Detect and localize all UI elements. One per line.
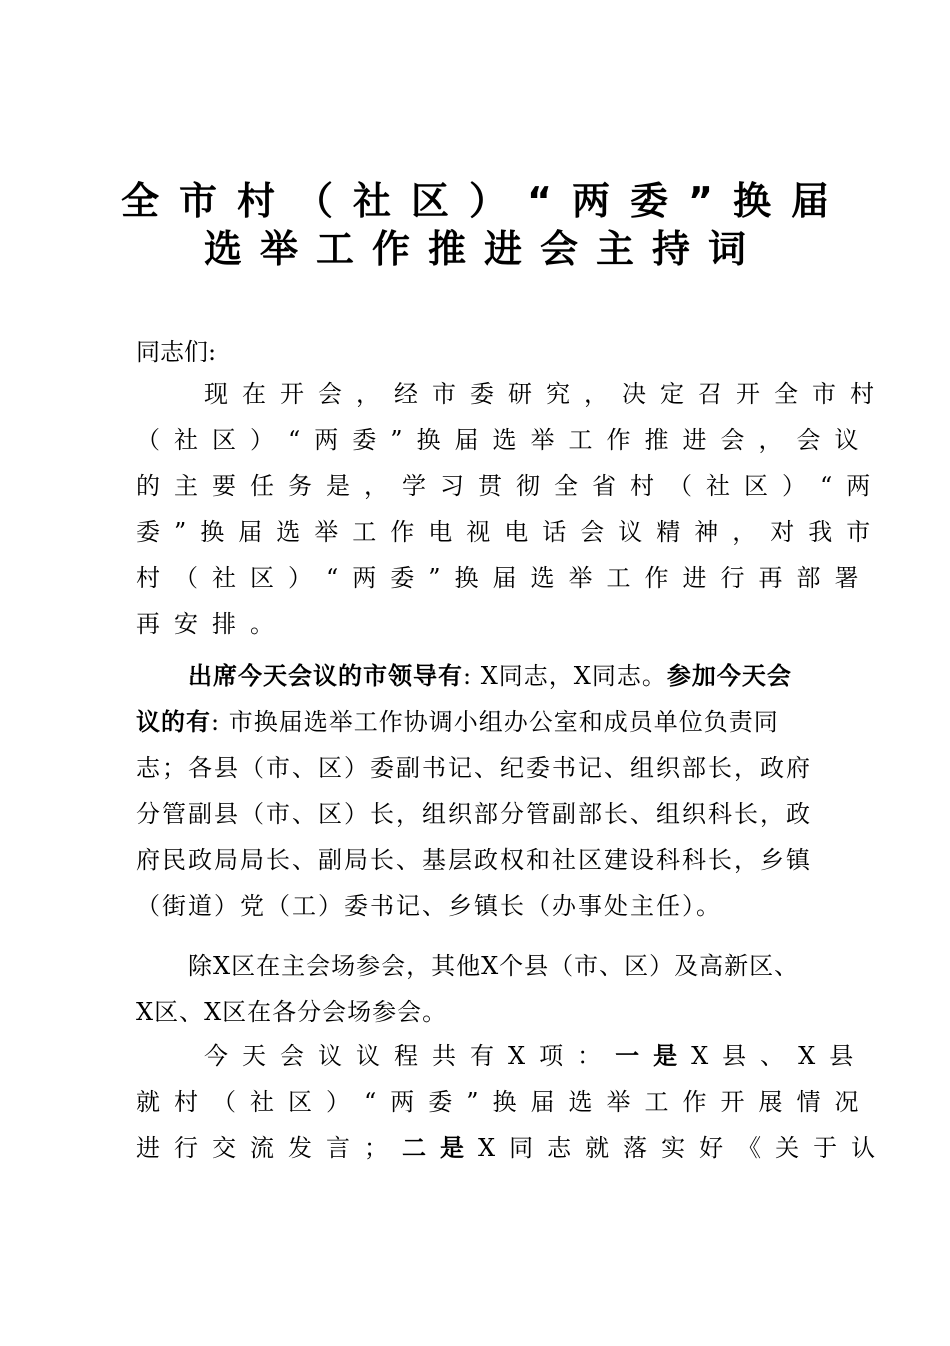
para2-line-1 <box>188 660 878 692</box>
para2-line-5: 府民政局局长、副局长、基层政权和社区建设科科长，乡镇 <box>136 846 812 874</box>
para4-line-1 <box>204 1040 894 1072</box>
para1-line-2: （社区）“两委”换届选举工作推进会，会议 <box>136 426 873 454</box>
participants-text: : 市换届选举工作协调小组办公室和成员单位负责同 <box>211 708 779 736</box>
participants-label-end: 议的有 <box>136 708 211 736</box>
document-title-line-1: 全市村（社区）“两委”换届 <box>121 179 849 223</box>
agenda-item-2-label: 二是 <box>402 1134 478 1162</box>
para2-line-6: （街道）党（工）委书记、乡镇长（办事处主任）。 <box>136 892 722 920</box>
attending-leaders-label: 出席今天会议的市领导有 <box>188 662 463 690</box>
para4-line-2: 就村（社区）“两委”换届选举工作开展情况 <box>136 1088 873 1116</box>
para1-line-6: 再安排。 <box>136 610 288 638</box>
agenda-item-1-label: 一是 <box>615 1042 692 1070</box>
para1-line-5: 村（社区）“两委”换届选举工作进行再部署 <box>136 564 873 592</box>
para3-line-1: 除X区在主会场参会，其他X个县（市、区）及高新区、 <box>188 952 800 980</box>
agenda-intro: 今天会议议程共有X项： <box>204 1042 616 1070</box>
para1-line-4: 委”换届选举工作电视电话会议精神，对我市 <box>136 518 885 546</box>
para2-line-4: 分管副县（市、区）长，组织部分管副部长、组织科长，政 <box>136 800 812 828</box>
agenda-item-1-text: X县、X县 <box>691 1042 868 1070</box>
participants-label-start: 参加今天会 <box>666 662 792 690</box>
para1-line-3: 的主要任务是，学习贯彻全省村（社区）“两 <box>136 472 885 500</box>
para4-line-3 <box>136 1132 890 1164</box>
agenda-item-1-end: 进行交流发言； <box>136 1134 402 1162</box>
para2-line-2 <box>136 706 826 738</box>
para1-line-1: 现在开会，经市委研究，决定召开全市村 <box>204 380 888 408</box>
document-title-line-2: 选举工作推进会主持词 <box>203 227 764 271</box>
attending-leaders-text: : X同志，X同志。 <box>463 662 667 690</box>
para3-line-2: X区、X区在各分会场参会。 <box>136 998 448 1026</box>
salutation: 同志们: <box>136 338 217 366</box>
para2-line-3: 志；各县（市、区）委副书记、纪委书记、组织部长，政府 <box>136 754 812 782</box>
agenda-item-2-text: X同志就落实好《关于认 <box>478 1134 890 1162</box>
